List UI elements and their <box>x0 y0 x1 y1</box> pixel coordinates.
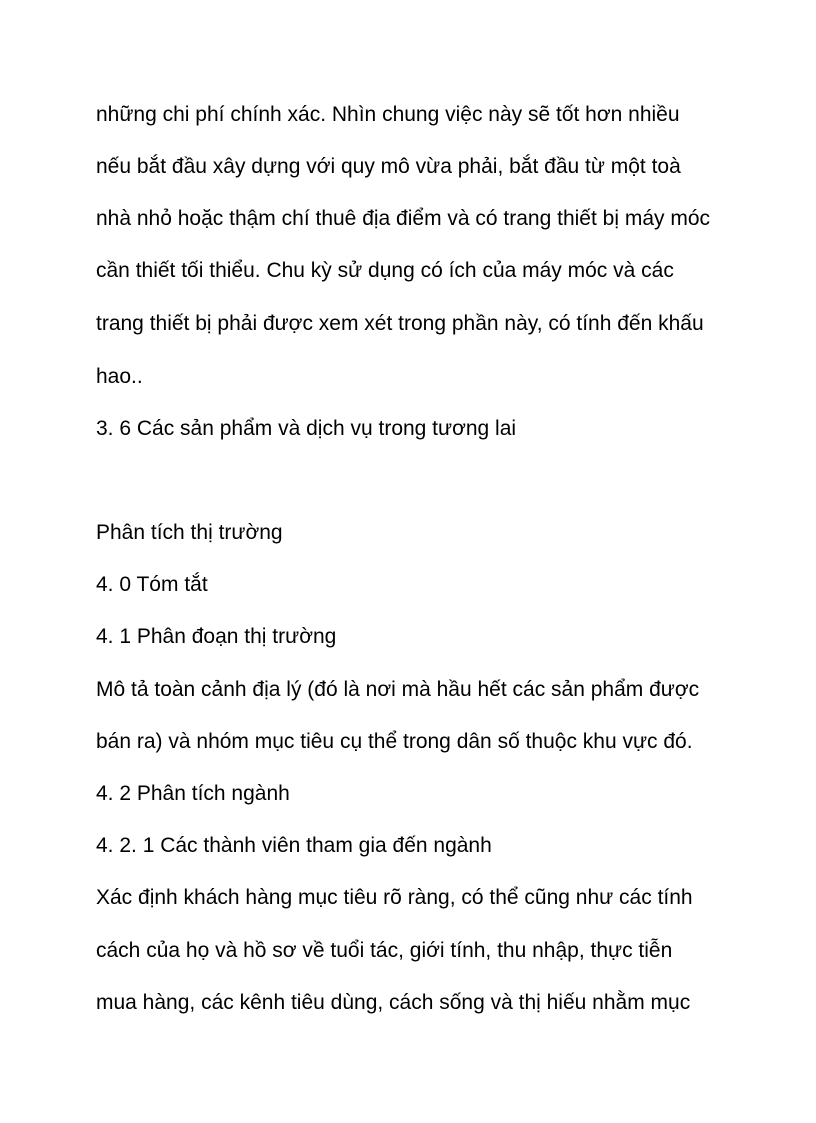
body-text-line: trang thiết bị phải được xem xét trong phần này, có tính đến khấu <box>96 312 704 335</box>
section-heading: Phân tích thị trường <box>96 521 283 544</box>
body-text-line: hao.. <box>96 365 143 388</box>
section-heading: 3. 6 Các sản phẩm và dịch vụ trong tương lai <box>96 417 517 440</box>
section-heading: 4. 1 Phân đoạn thị trường <box>96 625 337 648</box>
body-text-line: cách của họ và hồ sơ về tuổi tác, giới tính, thu nhập, thực tiễn <box>96 939 673 962</box>
body-text-line: nếu bắt đầu xây dựng với quy mô vừa phải, bắt đầu từ một toà <box>96 155 681 178</box>
section-heading: 4. 2. 1 Các thành viên tham gia đến ngành <box>96 834 492 857</box>
body-text-line: nhà nhỏ hoặc thậm chí thuê địa điểm và có trang thiết bị máy móc <box>96 207 711 230</box>
body-text-line: những chi phí chính xác. Nhìn chung việc này sẽ tốt hơn nhiều <box>96 103 680 126</box>
body-text-line: cần thiết tối thiểu. Chu kỳ sử dụng có ích của máy móc và các <box>96 259 674 282</box>
body-text-line: mua hàng, các kênh tiêu dùng, cách sống và thị hiếu nhằm mục <box>96 991 691 1014</box>
body-text-line: Mô tả toàn cảnh địa lý (đó là nơi mà hầu hết các sản phẩm được <box>96 678 700 701</box>
section-heading: 4. 2 Phân tích ngành <box>96 782 290 805</box>
section-heading: 4. 0 Tóm tắt <box>96 573 208 596</box>
body-text-line: bán ra) và nhóm mục tiêu cụ thể trong dân số thuộc khu vực đó. <box>96 730 693 753</box>
body-text-line: Xác định khách hàng mục tiêu rõ ràng, có thể cũng như các tính <box>96 886 693 909</box>
